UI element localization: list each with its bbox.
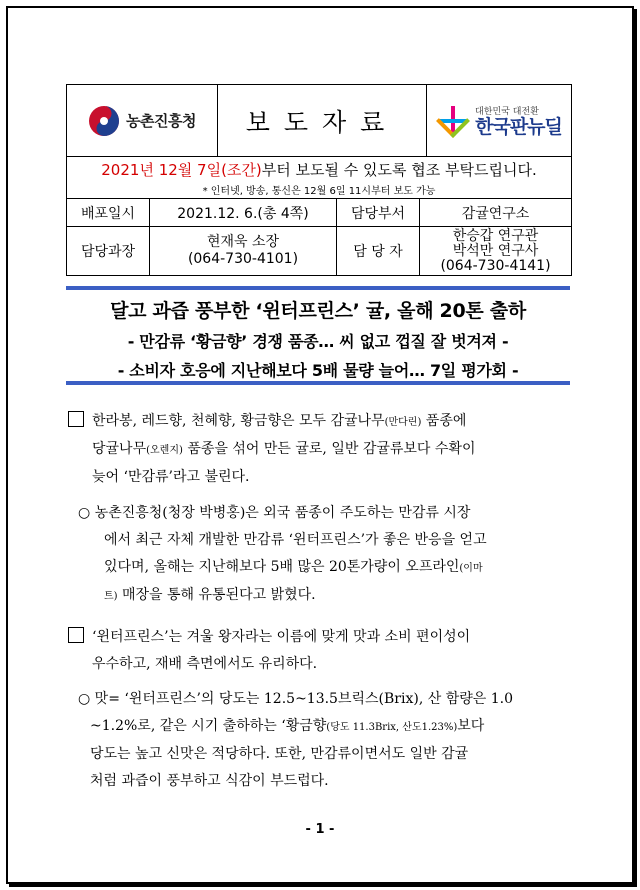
contact-table: [66, 198, 572, 276]
paragraph-3: ‘윈터프린스’는 겨울 왕자라는 이름에 맞게 맛과 소비 편이성이 우수하고, 재배 측면에서도 유리하다.: [68, 624, 572, 678]
section-value: 현재욱 소장 (064-730-4101): [150, 227, 337, 276]
headline-block: [66, 290, 570, 381]
dist-date-label: 배포일시: [67, 199, 150, 227]
press-header: [66, 84, 572, 157]
dept-value: 감귤연구소: [420, 199, 572, 227]
table-row: [67, 199, 572, 227]
dist-date-value: 2021.12. 6.(총 4쪽): [150, 199, 337, 227]
headline-title: 달고 과즙 풍부한 ‘윈터프린스’ 귤, 올해 20톤 출하: [110, 300, 526, 322]
circle-bullet-icon: ○: [78, 505, 91, 521]
embargo-notice: [66, 155, 572, 199]
dept-label: 담당부서: [337, 199, 420, 227]
paragraph-4: ○ 맛= ‘윈터프린스’의 당도는 12.5~13.5브릭스(Brix), 산 함량은 1.0 ~1.2%로, 같은 시기 출하하는 ‘황금향(당도 11.3Brix, 산도1.23%)보다 당도는 높고 신맛은 적당하다. 또한, 만감류이면서도 일반 감귤 처럼 과즙이 풍부하고 식감이 부드럽다.: [78, 691, 513, 789]
headline-sub1: - 만감류 ‘황금향’ 경쟁 품종… 씨 없고 껍질 잘 벗겨져 -: [127, 332, 509, 351]
headline-rule-bottom: [66, 381, 570, 385]
square-bullet-icon: [68, 411, 84, 427]
embargo-subnote: * 인터넷, 방송, 통신은 12월 6일 11시부터 보도 가능: [202, 186, 436, 197]
section-label: 담당과장: [67, 227, 150, 276]
table-row: [67, 227, 572, 276]
paragraph-1: 한라봉, 레드향, 천혜향, 황금향은 모두 감귤나무(만다린) 품종에 당귤나무(오렌지) 품종을 섞어 만든 귤로, 일반 감귤류보다 수확이 늦어 ‘만감류’라고 불린다.: [68, 408, 572, 491]
person-label: 담 당 자: [337, 227, 420, 276]
new-deal-logo: [436, 104, 562, 138]
agency-logo-cell: [67, 85, 218, 156]
person-value: 한승갑 연구관 박석만 연구사 (064-730-4141): [420, 227, 572, 276]
brand-logo-cell: [427, 85, 571, 156]
page-number: - 1 -: [305, 822, 335, 837]
agency-logo: [88, 105, 196, 137]
circle-bullet-icon: ○: [78, 691, 91, 707]
brand-slogan: 대한민국 대전환: [475, 107, 539, 117]
square-bullet-icon: [68, 627, 84, 643]
agency-name: 농촌진흥청: [126, 112, 196, 130]
brand-name: 한국판뉴딜: [475, 116, 562, 138]
rda-emblem-icon: [88, 105, 120, 137]
embargo-date: 2021년 12월 7일(조간): [101, 161, 262, 179]
embargo-text: 부터 보도될 수 있도록 협조 부탁드립니다.: [261, 161, 537, 179]
page-title: 보도자료: [218, 85, 427, 156]
new-deal-symbol-icon: [436, 104, 470, 138]
headline-sub2: - 소비자 호응에 지난해보다 5배 물량 늘어… 7일 평가회 -: [117, 361, 519, 380]
paragraph-2: ○ 농촌진흥청(청장 박병홍)은 외국 품종이 주도하는 만감류 시장 에서 최근 자체 개발한 만감류 ‘윈터프린스’가 좋은 반응을 얻고 있다며, 올해는 지난해보다 5배 많은 20톤가량이 오프라인(이마 트) 매장을 통해 유통된다고 밝혔다.: [78, 505, 487, 603]
